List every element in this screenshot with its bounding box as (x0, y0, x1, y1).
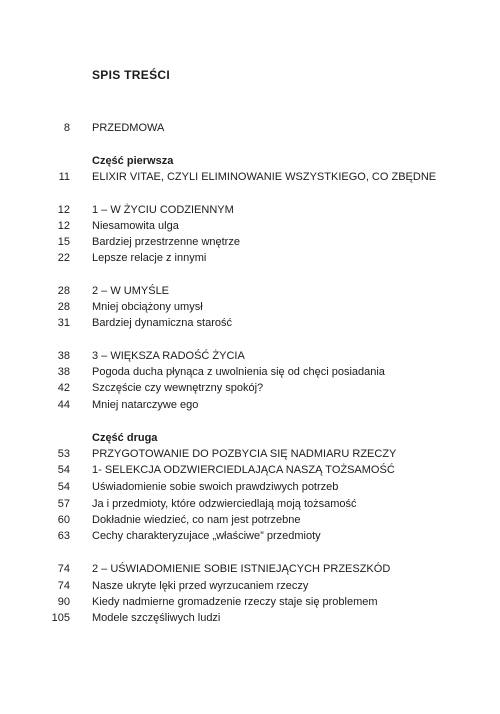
part-heading: Część pierwsza (92, 155, 174, 167)
toc-entry (0, 594, 500, 610)
page-number: 74 (57, 580, 70, 592)
page-number: 22 (57, 252, 70, 264)
entry-label: PRZEDMOWA (92, 122, 165, 134)
entry-label: Bardziej dynamiczna starość (92, 317, 233, 329)
toc-entry (0, 364, 500, 380)
entry-label: 1 – W ŻYCIU CODZIENNYM (92, 204, 234, 216)
page-number: 31 (57, 317, 70, 329)
toc-entry-chapter (0, 202, 500, 218)
entry-label: Kiedy nadmierne gromadzenie rzeczy staje się problemem (92, 596, 378, 608)
page-number: 74 (57, 563, 70, 575)
toc-entry (0, 218, 500, 234)
entry-label: Szczęście czy wewnętrzny spokój? (92, 382, 264, 394)
toc-entry-part-title (0, 446, 500, 462)
entry-label: 2 – UŚWIADOMIENIE SOBIE ISTNIEJĄCYCH PRZESZKÓD (92, 563, 391, 575)
entry-label: 2 – W UMYŚLE (92, 285, 170, 297)
entry-label: Cechy charakteryzujace „właściwe” przedmioty (92, 530, 321, 542)
toc-entry (0, 496, 500, 512)
entry-label: Uświadomienie sobie swoich prawdziwych potrzeb (92, 481, 339, 493)
toc-entry (0, 479, 500, 495)
page-number: 53 (57, 448, 70, 460)
entry-label: 1- SELEKCJA ODZWIERCIEDLAJĄCA NASZĄ TOŻSAMOŚĆ (92, 464, 395, 476)
toc-entry-chapter (0, 561, 500, 577)
page-number: 8 (63, 122, 70, 134)
entry-label: Modele szczęśliwych ludzi (92, 612, 221, 624)
page-number: 28 (57, 301, 70, 313)
entry-label: Lepsze relacje z innymi (92, 252, 207, 264)
toc-entry (0, 315, 500, 331)
toc-entry-chapter (0, 283, 500, 299)
page-number: 38 (57, 366, 70, 378)
entry-label: Bardziej przestrzenne wnętrze (92, 236, 240, 248)
entry-label: Ja i przedmioty, które odzwierciedlają moją tożsamość (92, 498, 357, 510)
page-number: 42 (57, 382, 70, 394)
toc-entry (0, 250, 500, 266)
toc-entry-preface (0, 120, 500, 136)
page-number: 38 (57, 350, 70, 362)
page-number: 15 (57, 236, 70, 248)
entry-label: Pogoda ducha płynąca z uwolnienia się od chęci posiadania (92, 366, 385, 378)
page-number: 57 (57, 498, 70, 510)
part-heading: Część druga (92, 432, 158, 444)
toc-title: SPIS TREŚCI (92, 68, 170, 82)
entry-label: Mniej obciążony umysł (92, 301, 203, 313)
entry-label: Nasze ukryte lęki przed wyrzucaniem rzeczy (92, 580, 309, 592)
toc-entry-part-title (0, 169, 500, 185)
page-number: 11 (58, 171, 70, 183)
toc-entry-chapter (0, 462, 500, 478)
page-number: 44 (57, 399, 70, 411)
page-number: 105 (51, 612, 70, 624)
toc-entry (0, 512, 500, 528)
entry-label: Mniej natarczywe ego (92, 399, 199, 411)
entry-label: PRZYGOTOWANIE DO POZBYCIA SIĘ NADMIARU RZECZY (92, 448, 397, 460)
entry-label: Dokładnie wiedzieć, co nam jest potrzebne (92, 514, 301, 526)
toc-entry (0, 234, 500, 250)
toc-entry (0, 380, 500, 396)
entry-label: Niesamowita ulga (92, 220, 179, 232)
entry-label: ELIXIR VITAE, CZYLI ELIMINOWANIE WSZYSTKIEGO, CO ZBĘDNE (92, 171, 437, 183)
entry-label: 3 – WIĘKSZA RADOŚĆ ŻYCIA (92, 350, 245, 362)
toc-entry (0, 578, 500, 594)
toc-entry (0, 528, 500, 544)
page-number: 28 (57, 285, 70, 297)
toc-entry (0, 610, 500, 626)
toc-entry (0, 397, 500, 413)
page-number: 54 (57, 464, 70, 476)
page-number: 63 (57, 530, 70, 542)
toc-entry-chapter (0, 348, 500, 364)
page-number: 12 (57, 204, 70, 216)
page-number: 60 (57, 514, 70, 526)
toc-entry (0, 299, 500, 315)
page-number: 54 (57, 481, 70, 493)
page-number: 12 (57, 220, 70, 232)
page-number: 90 (57, 596, 70, 608)
